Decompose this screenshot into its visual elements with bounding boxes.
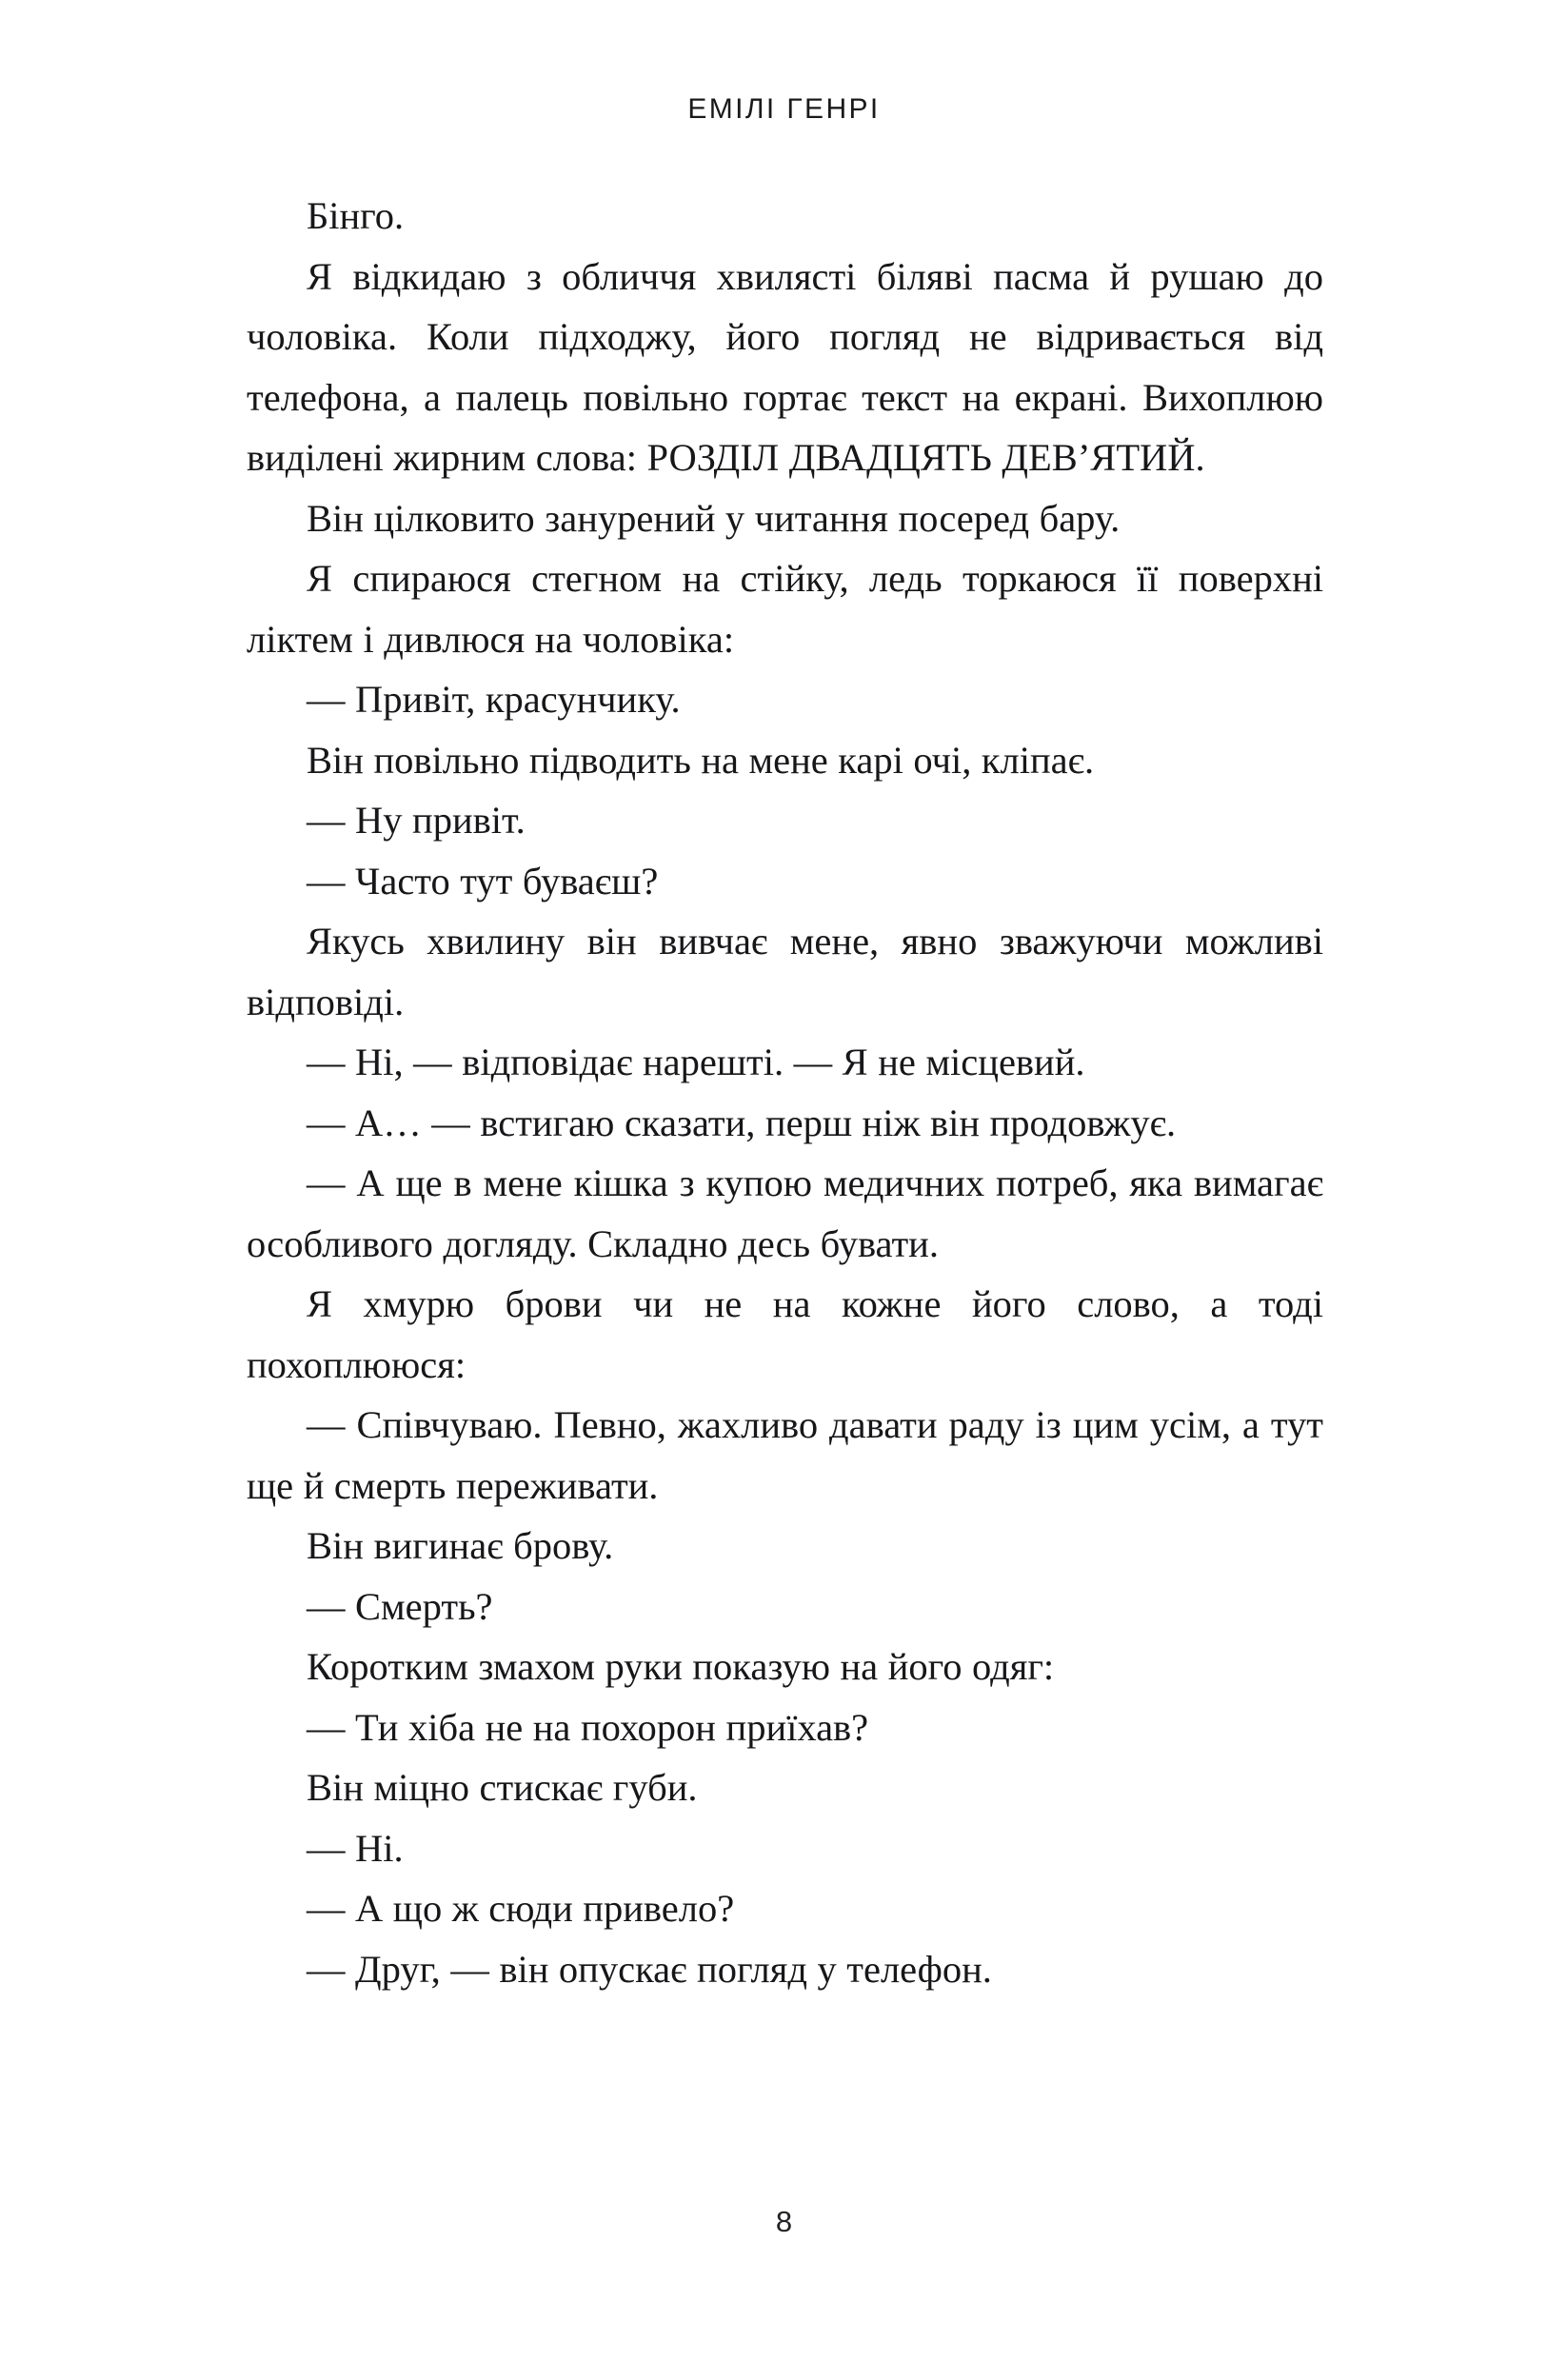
dialogue-line: — Часто тут буваєш? bbox=[307, 859, 659, 903]
dialogue-line: — Співчуваю. Певно, жахливо давати раду із цим усім, а тут ще й смерть переживати. bbox=[247, 1403, 1323, 1507]
dialogue-line: — Друг, — він опускає погляд у телефон. bbox=[307, 1947, 992, 1991]
paragraph: Якусь хвилину він вивчає мене, явно зважуючи можливі відповіді. bbox=[247, 920, 1323, 1023]
running-head: ЕМІЛІ ГЕНРІ bbox=[687, 93, 881, 125]
dialogue-line: — Ну привіт. bbox=[307, 799, 526, 842]
paragraph: Він вигинає брову. bbox=[307, 1524, 614, 1567]
paragraph: Він міцно стискає губи. bbox=[307, 1766, 698, 1809]
paragraph: Він повільно підводить на мене карі очі, кліпає. bbox=[307, 738, 1095, 782]
dialogue-line: — Привіт, красунчику. bbox=[307, 678, 681, 721]
dialogue-line: — А… — встигаю сказати, перш ніж він продовжує. bbox=[307, 1101, 1177, 1144]
paragraph: Він цілковито занурений у читання посеред бару. bbox=[307, 496, 1121, 540]
dialogue-line: — А ще в мене кішка з купою медичних потреб, яка вимагає особливого догляду. Складно десь бувати. bbox=[247, 1161, 1323, 1265]
body-text-block bbox=[247, 186, 1323, 1999]
dialogue-line: — А що ж сюди привело? bbox=[307, 1887, 735, 1930]
dialogue-line: — Ні, — відповідає нарешті. — Я не місцевий. bbox=[307, 1041, 1085, 1083]
paragraph: Коротким змахом руки показую на його одяг: bbox=[307, 1645, 1055, 1688]
dialogue-line: — Смерть? bbox=[307, 1584, 493, 1628]
dialogue-line: — Ти хіба не на похорон приїхав? bbox=[307, 1705, 869, 1749]
paragraph: Я хмурю брови чи не на кожне його слово, а тоді похоплююся: bbox=[247, 1282, 1323, 1386]
paragraph: Бінго. bbox=[307, 194, 405, 237]
page-number: 8 bbox=[775, 2205, 793, 2238]
paragraph: Я відкидаю з обличчя хвилясті біляві пасма й рушаю до чоловіка. Коли підходжу, його погляд не відривається від телефона, а палець повільно гортає текст на екрані. Вихоплюю виділені жирним слова: РОЗДІЛ ДВАДЦЯТЬ ДЕВ’ЯТИЙ. bbox=[247, 254, 1323, 479]
paragraph: Я спираюся стегном на стійку, ледь торкаюся її поверхні ліктем і дивлюся на чоловіка: bbox=[247, 557, 1323, 661]
dialogue-line: — Ні. bbox=[307, 1826, 404, 1870]
